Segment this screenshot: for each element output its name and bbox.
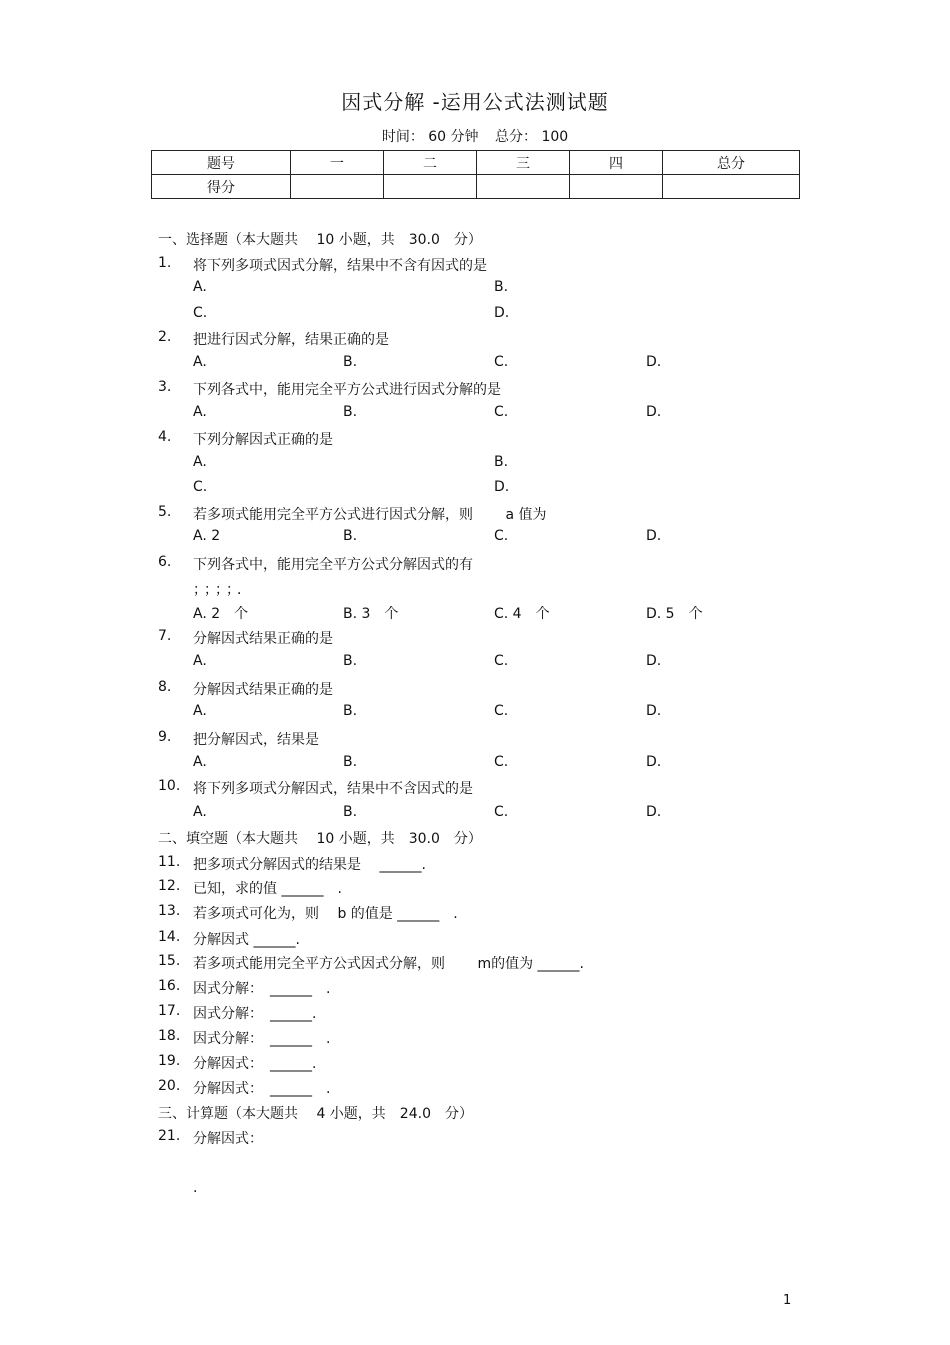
option-a: A. [193,804,207,820]
question-text: 若多项式可化为，则 b 的值是 ______ . [193,906,458,922]
header-cell: 二 [384,151,477,175]
total-score: 总分： 100 [495,129,569,145]
option-d: D. [646,804,662,820]
question-text: 下列分解因式正确的是 [193,432,333,448]
section-heading: 二、填空题（本大题共 10 小题，共 30.0 分） [158,831,482,847]
question-number: 11. [158,854,181,870]
question-number: 1. [158,255,172,271]
question-number: 14. [158,929,181,945]
question-extra: . [193,1180,198,1196]
page-number: 1 [783,1293,792,1308]
option-a: A. 2 个 [193,606,249,622]
option-a: A. [193,653,207,669]
score-table-row [152,175,800,199]
exam-info [0,126,950,146]
option-b: B. [343,404,358,420]
question-text: 分解因式： ______ . [193,1081,331,1097]
option-c: C. [193,305,208,321]
option-c: C. [494,528,509,544]
option-a: A. [193,279,207,295]
question-number: 2. [158,329,172,345]
option-c: C. [494,703,509,719]
header-cell: 三 [477,151,570,175]
question-number: 21. [158,1128,181,1144]
question-number: 20. [158,1078,181,1094]
score-cell [570,175,663,199]
option-b: B. [343,754,358,770]
option-c: C. [494,404,509,420]
question-number: 8. [158,679,172,695]
option-a: A. [193,703,207,719]
question-text: 分解因式： ______. [193,1056,317,1072]
question-text: 分解因式结果正确的是 [193,682,333,698]
question-number: 5. [158,504,172,520]
option-c: C. [494,804,509,820]
question-text: 把进行因式分解，结果正确的是 [193,332,389,348]
option-c: C. 4 个 [494,606,550,622]
question-text: 分解因式 ______. [193,932,300,948]
time-limit: 时间： 60 分钟 [381,129,479,145]
question-text: 已知，求的值 ______ . [193,881,342,897]
question-text: 分解因式结果正确的是 [193,631,333,647]
question-number: 3. [158,379,172,395]
option-d: D. [646,703,662,719]
option-a: A. [193,354,207,370]
option-b: B. [343,653,358,669]
option-b: B. [494,279,509,295]
question-text: 因式分解： ______ . [193,1031,331,1047]
question-text: 若多项式能用完全平方公式因式分解，则 m的值为 ______. [193,956,584,972]
score-cell [384,175,477,199]
score-table-header [152,151,800,175]
option-d: D. [494,305,510,321]
score-cell [291,175,384,199]
row-label: 得分 [152,175,291,199]
option-c: C. [494,754,509,770]
question-text: 因式分解： ______. [193,1006,317,1022]
option-d: D. [494,479,510,495]
option-d: D. [646,404,662,420]
option-a: A. [193,754,207,770]
question-number: 10. [158,778,181,794]
option-c: C. [494,354,509,370]
section-heading: 三、计算题（本大题共 4 小题，共 24.0 分） [158,1106,473,1122]
question-text: 下列各式中，能用完全平方公式分解因式的有 [193,557,473,573]
score-cell [663,175,800,199]
option-d: D. 5 个 [646,606,703,622]
question-extra: ；；；；． [193,582,255,598]
question-number: 12. [158,878,181,894]
question-number: 9. [158,729,172,745]
question-number: 4. [158,429,172,445]
option-b: B. [494,454,509,470]
option-b: B. [343,804,358,820]
question-text: 将下列多项式分解因式，结果中不含因式的是 [193,781,473,797]
header-cell: 一 [291,151,384,175]
question-number: 7. [158,628,172,644]
option-a: A. 2 [193,528,221,544]
header-cell: 总分 [663,151,800,175]
question-number: 6. [158,554,172,570]
question-text: 把分解因式，结果是 [193,732,319,748]
question-text: 若多项式能用完全平方公式进行因式分解，则 a 值为 [193,507,547,523]
question-number: 18. [158,1028,181,1044]
question-number: 16. [158,978,181,994]
question-text: 下列各式中，能用完全平方公式进行因式分解的是 [193,382,501,398]
question-number: 19. [158,1053,181,1069]
option-b: B. [343,528,358,544]
question-text: 分解因式： [193,1131,263,1147]
page-title: 因式分解 -运用公式法测试题 [341,90,609,114]
header-cell: 题号 [152,151,291,175]
option-d: D. [646,354,662,370]
option-d: D. [646,528,662,544]
option-c: C. [494,653,509,669]
option-b: B. [343,354,358,370]
question-text: 因式分解： ______ . [193,981,331,997]
score-table [151,150,800,199]
section-heading: 一、选择题（本大题共 10 小题，共 30.0 分） [158,232,482,248]
header-cell: 四 [570,151,663,175]
question-number: 13. [158,903,181,919]
question-text: 将下列多项式因式分解，结果中不含有因式的是 [193,258,487,274]
question-number: 15. [158,953,181,969]
question-number: 17. [158,1003,181,1019]
option-b: B. [343,703,358,719]
option-a: A. [193,454,207,470]
question-text: 把多项式分解因式的结果是 ______. [193,857,426,873]
option-d: D. [646,653,662,669]
option-a: A. [193,404,207,420]
option-b: B. 3 个 [343,606,399,622]
score-cell [477,175,570,199]
option-c: C. [193,479,208,495]
option-d: D. [646,754,662,770]
